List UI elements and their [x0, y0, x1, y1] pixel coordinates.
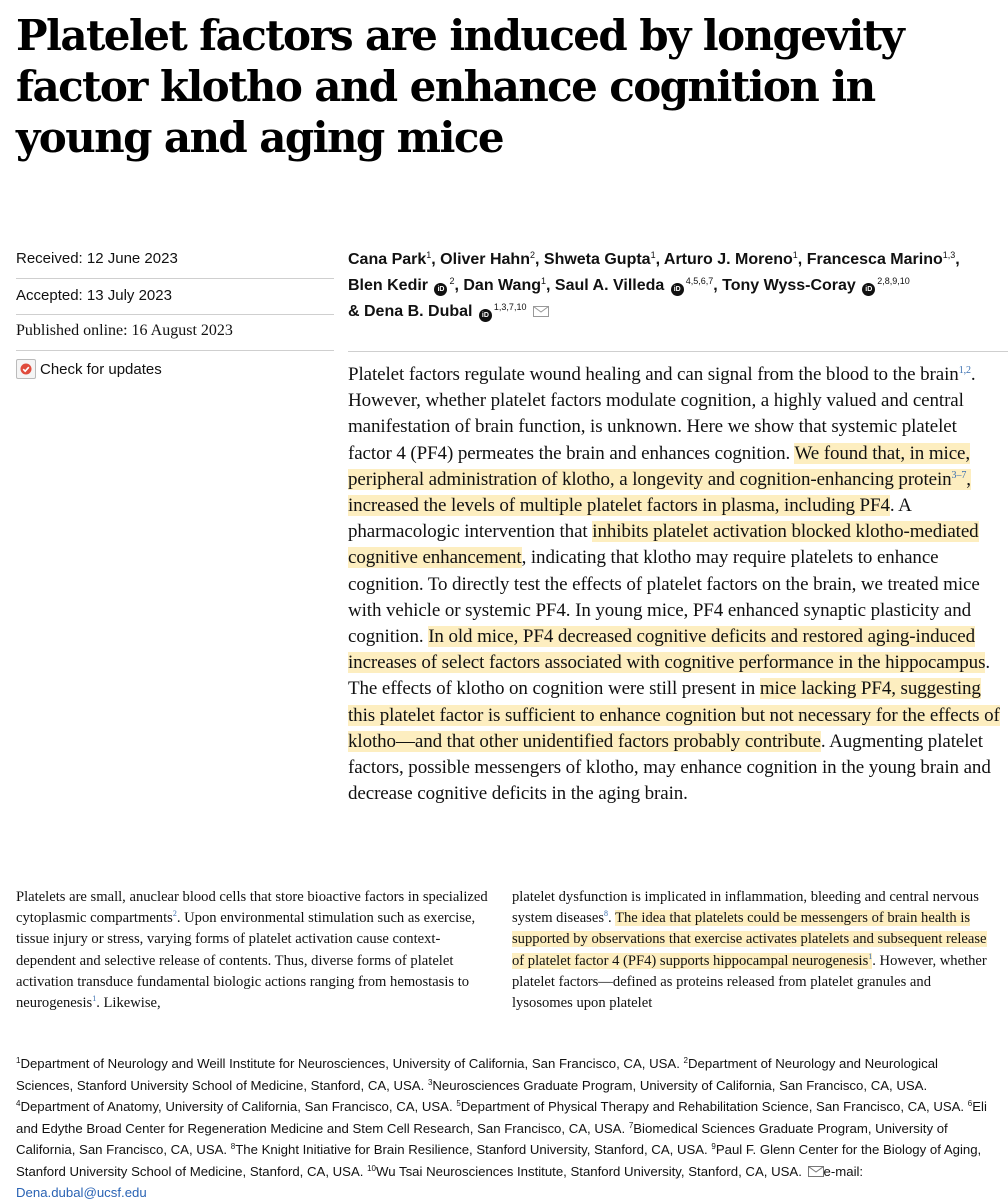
affil-number: 5: [456, 1099, 461, 1108]
author[interactable]: Francesca Marino: [806, 251, 943, 268]
email-label: e-mail:: [823, 1163, 864, 1179]
affil-text: Eli and Edythe Broad Center for Regeneration Medicine and Stem Cell Research, San Francisco, CA, USA.: [16, 1099, 987, 1136]
author[interactable]: Tony Wyss-Coray: [722, 277, 856, 294]
envelope-icon[interactable]: [533, 306, 549, 317]
citation-ref[interactable]: 2: [172, 909, 177, 919]
author[interactable]: Dena B. Dubal: [364, 303, 473, 320]
envelope-icon: [808, 1166, 824, 1177]
abstract-text: Platelet factors regulate wound healing and can signal from the blood to the brain: [348, 364, 959, 385]
author-affil-ref: 2: [529, 250, 535, 260]
author-affil-ref: 1: [426, 250, 432, 260]
body-column-left: [16, 887, 496, 1014]
divider: [16, 350, 334, 351]
author-affil-ref: 1: [541, 276, 547, 286]
author-affil-ref: 1,3: [942, 250, 956, 260]
published-date: Published online: 16 August 2023: [16, 322, 233, 339]
email-link[interactable]: Dena.dubal@ucsf.edu: [16, 1185, 147, 1200]
affil-number: 2: [683, 1056, 688, 1065]
accepted-date: Accepted: 13 July 2023: [16, 287, 172, 304]
author-affil-ref: 2: [449, 276, 455, 286]
body-text: .: [608, 910, 616, 927]
abstract-text: We found that, in mice, peripheral administration of klotho, a longevity and cognition-enhancing protein: [348, 442, 971, 490]
abstract-text: , increased the levels of multiple platelet factors in plasma, including PF4: [348, 468, 971, 517]
author-affil-ref: 2,8,9,10: [877, 276, 910, 286]
highlighted-text: In old mice, PF4 decreased cognitive deficits and restored aging-induced increases of select factors associated with cognitive performance in the hippocampus: [348, 626, 986, 674]
author-list: Cana Park$^1$, Oliver Hahn$^2$, Shweta Gupta$^1$, Arturo J. Moreno$^1$, Francesca Marino$^{1,3}$, Blen Kedir $iD^2$, Dan Wang$^1$, Saul A. Villeda iD$^{4,5,6,7}$, Tony Wyss-Coray iD$^{2,8,9,10}$ & Dena B. Dubal iD$^{1,3,7,10}$: [348, 250, 960, 320]
citation-ref[interactable]: 1,2: [958, 365, 971, 376]
author-affil-ref: 4,5,6,7: [685, 276, 714, 286]
check-for-updates-link[interactable]: [16, 359, 162, 379]
highlighted-text: inhibits platelet activation blocked klotho-mediated cognitive enhancement: [348, 521, 979, 569]
affil-number: 7: [628, 1120, 634, 1130]
author[interactable]: Shweta Gupta: [543, 251, 651, 268]
affil-number: 6: [967, 1099, 973, 1108]
affil-number: 1: [16, 1056, 21, 1065]
affil-text: Wu Tsai Neurosciences Institute, Stanford University, Stanford, CA, USA.: [376, 1163, 802, 1179]
orcid-icon[interactable]: iD: [862, 283, 875, 296]
citation-ref[interactable]: 8: [604, 909, 609, 919]
affil-text: Department of Physical Therapy and Rehabilitation Science, San Francisco, CA, USA.: [460, 1099, 965, 1114]
article-title: Platelet factors are induced by longevity factor klotho and enhance cognition in young and aging mice: [16, 11, 904, 162]
affil-number: 3: [427, 1077, 433, 1087]
citation-ref[interactable]: 1: [92, 994, 97, 1004]
orcid-icon[interactable]: iD: [671, 283, 684, 296]
author[interactable]: Dan Wang: [463, 277, 541, 294]
divider: [16, 278, 334, 279]
author[interactable]: Saul A. Villeda: [554, 277, 665, 294]
author[interactable]: Arturo J. Moreno: [663, 251, 793, 268]
author-affil-ref: 1: [792, 250, 798, 260]
body-text: The idea that platelets could be messengers of brain health is supported by observations that exercise activates platelets and subsequent release of platelet factor 4 (PF4) supports hippocampal neurogenesis: [512, 910, 987, 969]
affil-number: 8: [230, 1142, 236, 1151]
affil-number: 9: [711, 1142, 716, 1151]
affil-number: 4: [16, 1099, 21, 1108]
affil-text: The Knight Initiative for Brain Resilience, Stanford University, Stanford, CA, USA.: [235, 1142, 708, 1157]
affil-text: Paul F. Glenn Center for the Biology of Aging, Stanford University School of Medicine, Stanford, CA, USA.: [16, 1142, 982, 1179]
citation-ref[interactable]: 3–7: [951, 469, 967, 481]
body-text: . Upon environmental stimulation such as exercise, tissue injury or stress, varying forms of platelet activation cause context-dependent and selective release of contents. Thus, diverse forms of platelet activation transduce fundamental biologic actions ranging from hemostasis to neurogenesis: [16, 910, 476, 1012]
abstract-text: . Augmenting platelet factors, possible messengers of klotho, may enhance cognition in the young brain and decrease cognitive deficits in the aging brain.: [348, 730, 991, 805]
orcid-icon[interactable]: iD: [434, 283, 447, 296]
affil-text: Department of Anatomy, University of California, San Francisco, CA, USA.: [20, 1099, 453, 1114]
author-affil-ref: 1: [650, 250, 656, 260]
body-text: . However, whether platelet factors—defined as proteins released from platelet granules and lysosomes upon platelet: [512, 952, 987, 1012]
affiliations: [16, 1053, 996, 1204]
affil-text: Biomedical Sciences Graduate Program, University of California, San Francisco, CA, USA.: [16, 1120, 948, 1157]
author[interactable]: Blen Kedir: [348, 277, 429, 294]
abstract-text: . The effects of klotho on cognition were still present in: [348, 652, 991, 700]
orcid-icon[interactable]: iD: [479, 309, 492, 322]
author[interactable]: Cana Park: [348, 251, 427, 268]
affil-text: Department of Neurology and Neurological Sciences, Stanford University School of Medicine, Stanford, CA, USA.: [16, 1056, 938, 1093]
highlighted-text: mice lacking PF4, suggesting this platelet factor is sufficient to enhance cognition but not necessary for the effects of klotho—and that other unidentified factors probably contribute: [348, 678, 1000, 752]
check-updates-icon: [16, 359, 36, 379]
body-text: platelet dysfunction is implicated in inflammation, bleeding and central nervous system diseases: [512, 889, 979, 927]
check-updates-label: Check for updates: [40, 360, 162, 378]
body-column-right: [512, 887, 992, 1014]
author[interactable]: Oliver Hahn: [440, 251, 530, 268]
abstract-text: . However, whether platelet factors modulate cognition, a highly valued and central manifestation of brain function, is unknown. Here we show that systemic platelet factor 4 (PF4) permeates the brain and enhances cognition.: [348, 364, 976, 464]
abstract-text: . A pharmacologic intervention that: [348, 495, 911, 543]
abstract-text: , indicating that klotho may require platelets to enhance cognition. To directly test the effects of platelet factors on the brain, we treated mice with vehicle or systemic PF4. In young mice, PF4 enhanced synaptic plasticity and cognition.: [348, 547, 980, 648]
affil-number: 10: [367, 1163, 377, 1173]
received-date: Received: 12 June 2023: [16, 250, 178, 267]
affil-text: Neurosciences Graduate Program, University of California, San Francisco, CA, USA.: [432, 1077, 928, 1093]
author-affil-ref: 1,3,7,10: [493, 302, 527, 312]
abstract-divider: [348, 351, 1008, 352]
abstract: [348, 362, 1000, 807]
divider: [16, 314, 334, 315]
body-text: Platelets are small, anuclear blood cells that store bioactive factors in specialized cytoplasmic compartments: [16, 889, 488, 927]
citation-ref[interactable]: 1: [868, 951, 873, 961]
body-text: . Likewise,: [96, 995, 161, 1012]
affil-text: Department of Neurology and Weill Institute for Neurosciences, University of California, San Francisco, CA, USA.: [20, 1056, 680, 1071]
